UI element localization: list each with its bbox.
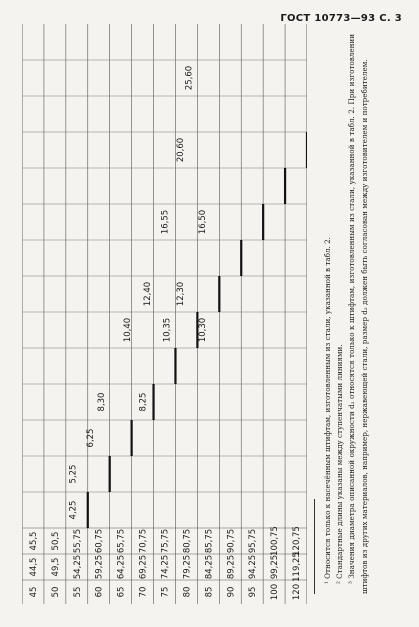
step-label: 6,25 — [85, 428, 96, 448]
table-cell-d: 80 — [182, 586, 193, 598]
table-cell-min: 44,5 — [28, 557, 39, 577]
table-cell-max: 55,75 — [72, 528, 83, 554]
footnote-2: ² Стандартные длины указаны между ступенчатыми линиями. — [335, 344, 345, 584]
table-cell-min: 119,25 — [292, 552, 303, 582]
step-label: 4,25 — [68, 500, 79, 520]
table-cell-min: 99,25 — [270, 554, 281, 580]
table-cell-min: 84,25 — [204, 554, 215, 580]
table-cell-max: 95,75 — [248, 528, 259, 554]
step-label: 25,60 — [184, 65, 195, 91]
table-cell-max: 65,75 — [116, 528, 127, 554]
table-cell-max: 100,75 — [270, 526, 281, 556]
table-cell-d: 45 — [28, 586, 39, 598]
table-cell-max: 120,75 — [292, 526, 303, 556]
step-label: 10,35 — [162, 317, 173, 343]
table-cell-min: 89,25 — [226, 554, 237, 580]
table-cell-d: 85 — [204, 586, 215, 598]
table-cell-min: 64,25 — [116, 554, 127, 580]
step-label: 5,25 — [68, 464, 79, 484]
table-cell-d: 50 — [50, 586, 61, 598]
footnote-1: ¹ Относится только к насечённым штифтам, изготовленным из стали, указанной в табл. 2. — [323, 237, 332, 584]
table-cell-d: 70 — [138, 586, 149, 598]
table-cell-max: 75,75 — [160, 528, 171, 554]
table-cell-min: 59,25 — [94, 554, 105, 580]
footnote-3: ³ Значения диаметра описанной окружности d₂ относятся только к штифтам, изготовленным из стали, указанной в табл. 2. При изготовлении штифтов из других материалов, например, нержавеющей стали, размер d₂ должен быть согласован между изготовителем и потребителем. — [347, 34, 369, 594]
footnote-rule — [314, 499, 315, 594]
table-cell-min: 79,25 — [182, 554, 193, 580]
table-cell-min: 69,25 — [138, 554, 149, 580]
step-label: 8,30 — [96, 392, 107, 412]
table-cell-d: 60 — [94, 586, 105, 598]
table-cell-max: 80,75 — [182, 528, 193, 554]
step-label: 10,40 — [123, 317, 134, 343]
table-cell-max: 50,5 — [50, 531, 61, 551]
table-cell-d: 95 — [248, 586, 259, 598]
table-cell-min: 49,5 — [50, 557, 61, 577]
table-cell-d: 120 — [292, 583, 303, 601]
step-label: 16,55 — [160, 209, 171, 235]
table-cell-d: 75 — [160, 586, 171, 598]
footnotes — [322, 34, 371, 594]
table-cell-min: 74,25 — [160, 554, 171, 580]
table-cell-d: 55 — [72, 586, 83, 598]
table-grid — [22, 24, 307, 604]
rotated-page-content — [22, 24, 417, 604]
step-label: 20,60 — [175, 137, 186, 163]
page-header: ГОСТ 10773—93 С. 3 — [280, 13, 402, 24]
table-cell-min: 94,25 — [248, 554, 259, 580]
table-cell-max: 60,75 — [94, 528, 105, 554]
step-label: 12,30 — [175, 281, 186, 307]
table-cell-max: 85,75 — [204, 528, 215, 554]
step-label: 10,30 — [197, 317, 208, 343]
dimension-table — [22, 24, 307, 604]
table-cell-max: 45,5 — [28, 531, 39, 551]
table-cell-max: 70,75 — [138, 528, 149, 554]
table-cell-min: 54,25 — [72, 554, 83, 580]
step-label: 16,50 — [197, 209, 208, 235]
table-cell-d: 90 — [226, 586, 237, 598]
step-label: 12,40 — [142, 281, 153, 307]
table-cell-max: 90,75 — [226, 528, 237, 554]
table-cell-d: 65 — [116, 586, 127, 598]
table-cell-d: 100 — [270, 583, 281, 601]
step-label: 8,25 — [138, 392, 149, 412]
